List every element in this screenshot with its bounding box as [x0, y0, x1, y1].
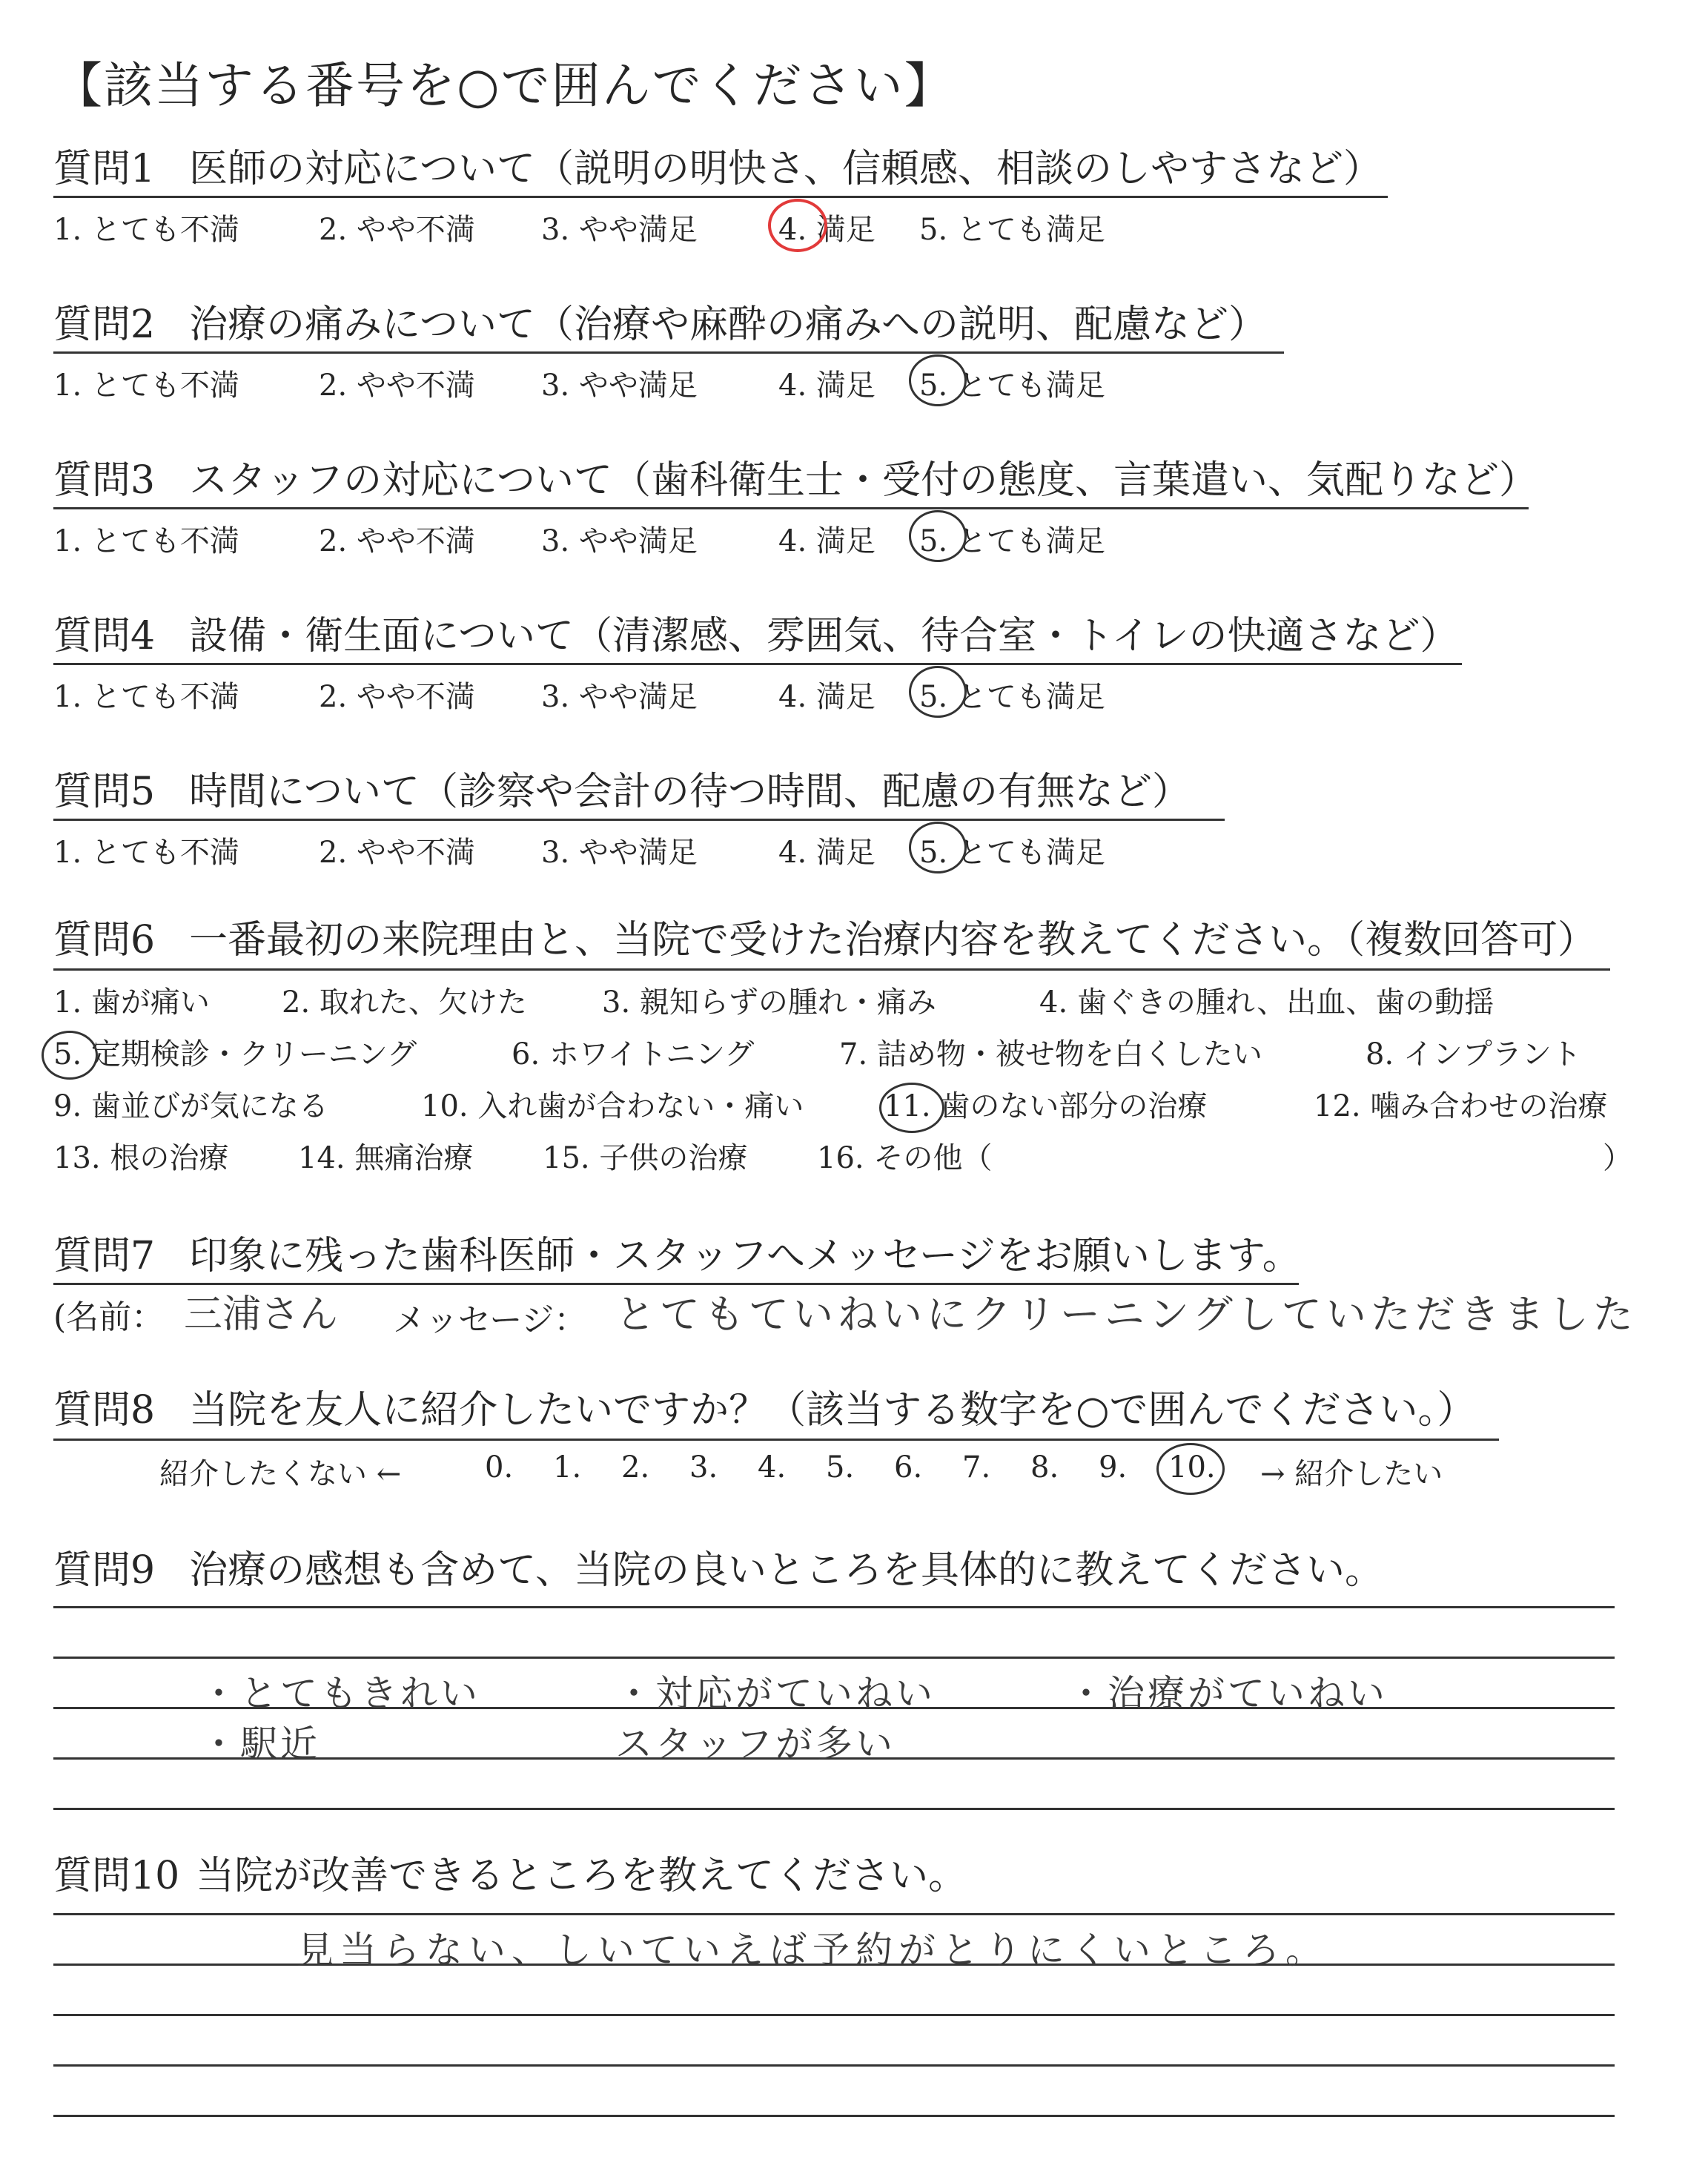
q10-heading: [53, 1854, 967, 1898]
q10-line: [53, 1913, 1615, 1915]
q1-option-1[interactable]: 1. とても不満: [53, 213, 239, 247]
q9-text: 治療の感想も含めて、当院の良いところを具体的に教えてください。: [189, 1548, 1384, 1593]
q7-text: 印象に残った歯科医師・スタッフへメッセージをお願いします。: [189, 1234, 1301, 1278]
q6-option[interactable]: 4. 歯ぐきの腫れ、出血、歯の動揺: [1039, 985, 1494, 1020]
q10-line: [53, 2115, 1615, 2117]
q3-heading: [53, 458, 1537, 503]
q1-heading: [53, 147, 1382, 191]
q1-selected-circle: [768, 199, 827, 252]
q4-underline: [53, 663, 1462, 665]
q3-selected-circle: [909, 510, 967, 562]
q6-underline: [53, 968, 1610, 971]
q2-number: 質問2: [53, 303, 156, 347]
q4-option-4[interactable]: 4. 満足: [778, 680, 875, 714]
q6-heading: [53, 918, 1596, 962]
q6-option[interactable]: 13. 根の治療: [53, 1141, 229, 1175]
q4-heading: [53, 614, 1458, 658]
q2-text: 治療の痛みについて（治療や麻酔の痛みへの説明、配慮など）: [189, 303, 1268, 347]
q7-name-label: (名前：: [53, 1298, 165, 1336]
q6-option[interactable]: 15. 子供の治療: [543, 1141, 748, 1175]
q1-option-2[interactable]: 2. やや不満: [319, 213, 475, 247]
q8-underline: [53, 1439, 1499, 1441]
q6-number: 質問6: [53, 918, 156, 962]
q6-option[interactable]: 8. インプラント: [1366, 1037, 1581, 1071]
q6-option[interactable]: 7. 詰め物・被せ物を白くしたい: [839, 1037, 1262, 1071]
q6-option[interactable]: 2. 取れた、欠けた: [282, 985, 527, 1020]
q5-option-5[interactable]: 5. とても満足: [919, 836, 1105, 870]
q9-number: 質問9: [53, 1548, 156, 1593]
q7-number: 質問7: [53, 1234, 156, 1278]
q1-text: 医師の対応について（説明の明快さ、信頼感、相談のしやすさなど）: [189, 147, 1382, 191]
q3-option-3[interactable]: 3. やや満足: [541, 524, 698, 558]
q3-option-2[interactable]: 2. やや不満: [319, 524, 475, 558]
q8-right-label: → 紹介したい: [1260, 1457, 1443, 1491]
q4-number: 質問4: [53, 614, 156, 658]
q5-heading: [53, 770, 1191, 814]
q9-answer[interactable]: スタッフが多い: [615, 1723, 896, 1766]
q8-scale-option[interactable]: 4.: [758, 1450, 787, 1484]
page-title: 【該当する番号を○で囲んでください】: [53, 57, 955, 114]
q5-number: 質問5: [53, 770, 156, 814]
q4-option-3[interactable]: 3. やや満足: [541, 680, 698, 714]
q6-text: 一番最初の来院理由と、当院で受けた治療内容を教えてください。（複数回答可）: [189, 918, 1597, 962]
q9-answer[interactable]: ・対応がていねい: [615, 1672, 936, 1715]
q2-option-3[interactable]: 3. やや満足: [541, 369, 698, 403]
q3-option-1[interactable]: 1. とても不満: [53, 524, 239, 558]
q5-text: 時間について（診察や会計の待つ時間、配慮の有無など）: [189, 770, 1191, 814]
q9-answer[interactable]: ・治療がていねい: [1068, 1672, 1388, 1715]
q9-answer[interactable]: ・とてもきれい: [200, 1672, 480, 1715]
q3-text: スタッフの対応について（歯科衛生士・受付の態度、言葉遣い、気配りなど）: [189, 458, 1538, 503]
q7-message-value[interactable]: とてもていねいにクリーニングしていただきました: [615, 1291, 1638, 1338]
q2-selected-circle: [909, 354, 967, 406]
q3-option-5[interactable]: 5. とても満足: [919, 524, 1105, 558]
q6-option[interactable]: 6. ホワイトニング: [512, 1037, 755, 1071]
q6-option[interactable]: 10. 入れ歯が合わない・痛い: [421, 1089, 804, 1123]
q6-option[interactable]: 1. 歯が痛い: [53, 985, 210, 1020]
q6-option[interactable]: 14. 無痛治療: [298, 1141, 474, 1175]
q8-scale-option[interactable]: 9.: [1099, 1450, 1128, 1484]
q5-underline: [53, 819, 1225, 821]
q8-selected-circle: [1156, 1443, 1225, 1495]
q2-underline: [53, 351, 1284, 354]
q10-answer[interactable]: 見当らない、しいていえば予約がとりにくいところ。: [297, 1929, 1328, 1972]
q10-text: 当院が改善できるところを教えてください。: [196, 1854, 967, 1898]
q1-option-3[interactable]: 3. やや満足: [541, 213, 698, 247]
q1-number: 質問1: [53, 147, 156, 191]
q9-line: [53, 1808, 1615, 1810]
q4-option-1[interactable]: 1. とても不満: [53, 680, 239, 714]
q10-line: [53, 2014, 1615, 2016]
q1-underline: [53, 196, 1388, 198]
q6-bracket-close: ）: [1603, 1141, 1632, 1175]
q5-option-3[interactable]: 3. やや満足: [541, 836, 698, 870]
q8-scale-option[interactable]: 8.: [1030, 1450, 1059, 1484]
q2-heading: [53, 303, 1267, 347]
q8-scale-option[interactable]: 2.: [621, 1450, 650, 1484]
q2-option-4[interactable]: 4. 満足: [778, 369, 875, 403]
q8-heading: [53, 1388, 1475, 1433]
q6-option[interactable]: 12. 噛み合わせの治療: [1314, 1089, 1608, 1123]
q8-scale-option[interactable]: 1.: [553, 1450, 582, 1484]
q2-option-1[interactable]: 1. とても不満: [53, 369, 239, 403]
q6-option[interactable]: 5. 定期検診・クリーニング: [53, 1037, 417, 1071]
q1-option-4[interactable]: 4. 満足: [778, 213, 875, 247]
q9-heading: [53, 1548, 1383, 1593]
q9-answer[interactable]: ・駅近: [200, 1723, 320, 1766]
q10-line: [53, 2064, 1615, 2067]
q8-number: 質問8: [53, 1388, 156, 1433]
q9-line: [53, 1657, 1615, 1659]
q6-selected-circle-11: [879, 1083, 944, 1133]
q4-selected-circle: [909, 666, 967, 718]
q8-scale-option[interactable]: 6.: [894, 1450, 923, 1484]
q10-number: 質問10: [53, 1854, 180, 1898]
q7-name-value[interactable]: 三浦さん: [184, 1292, 339, 1337]
q8-scale-option[interactable]: 3.: [689, 1450, 718, 1484]
q6-option[interactable]: 16. その他（: [817, 1141, 993, 1175]
q4-text: 設備・衛生面について（清潔感、雰囲気、待合室・トイレの快適さなど）: [189, 614, 1459, 658]
q9-line: [53, 1606, 1615, 1608]
q6-option[interactable]: 3. 親知らずの腫れ・痛み: [602, 985, 936, 1020]
q6-option[interactable]: 9. 歯並びが気になる: [53, 1089, 328, 1123]
q3-option-4[interactable]: 4. 満足: [778, 524, 875, 558]
q3-underline: [53, 507, 1529, 509]
q1-option-5[interactable]: 5. とても満足: [919, 213, 1105, 247]
q8-left-label: 紹介したくない ←: [159, 1457, 402, 1491]
q8-scale-option[interactable]: 7.: [962, 1450, 991, 1484]
q8-scale-option[interactable]: 0.: [485, 1450, 514, 1484]
q8-text: 当院を友人に紹介したいですか？（該当する数字を○で囲んでください。）: [189, 1388, 1476, 1433]
q7-heading: [53, 1234, 1301, 1278]
q5-selected-circle: [909, 822, 967, 873]
q5-option-2[interactable]: 2. やや不満: [319, 836, 475, 870]
q8-scale-option[interactable]: 10.: [1168, 1450, 1216, 1484]
q5-option-4[interactable]: 4. 満足: [778, 836, 875, 870]
q7-message-label: メッセージ：: [393, 1301, 587, 1339]
q3-number: 質問3: [53, 458, 156, 503]
q6-selected-circle-5: [42, 1031, 98, 1080]
q2-option-2[interactable]: 2. やや不満: [319, 369, 475, 403]
q4-option-2[interactable]: 2. やや不満: [319, 680, 475, 714]
q4-option-5[interactable]: 5. とても満足: [919, 680, 1105, 714]
q5-option-1[interactable]: 1. とても不満: [53, 836, 239, 870]
q2-option-5[interactable]: 5. とても満足: [919, 369, 1105, 403]
q8-scale-option[interactable]: 5.: [826, 1450, 855, 1484]
q6-option[interactable]: 11. 歯のない部分の治療: [884, 1089, 1208, 1123]
